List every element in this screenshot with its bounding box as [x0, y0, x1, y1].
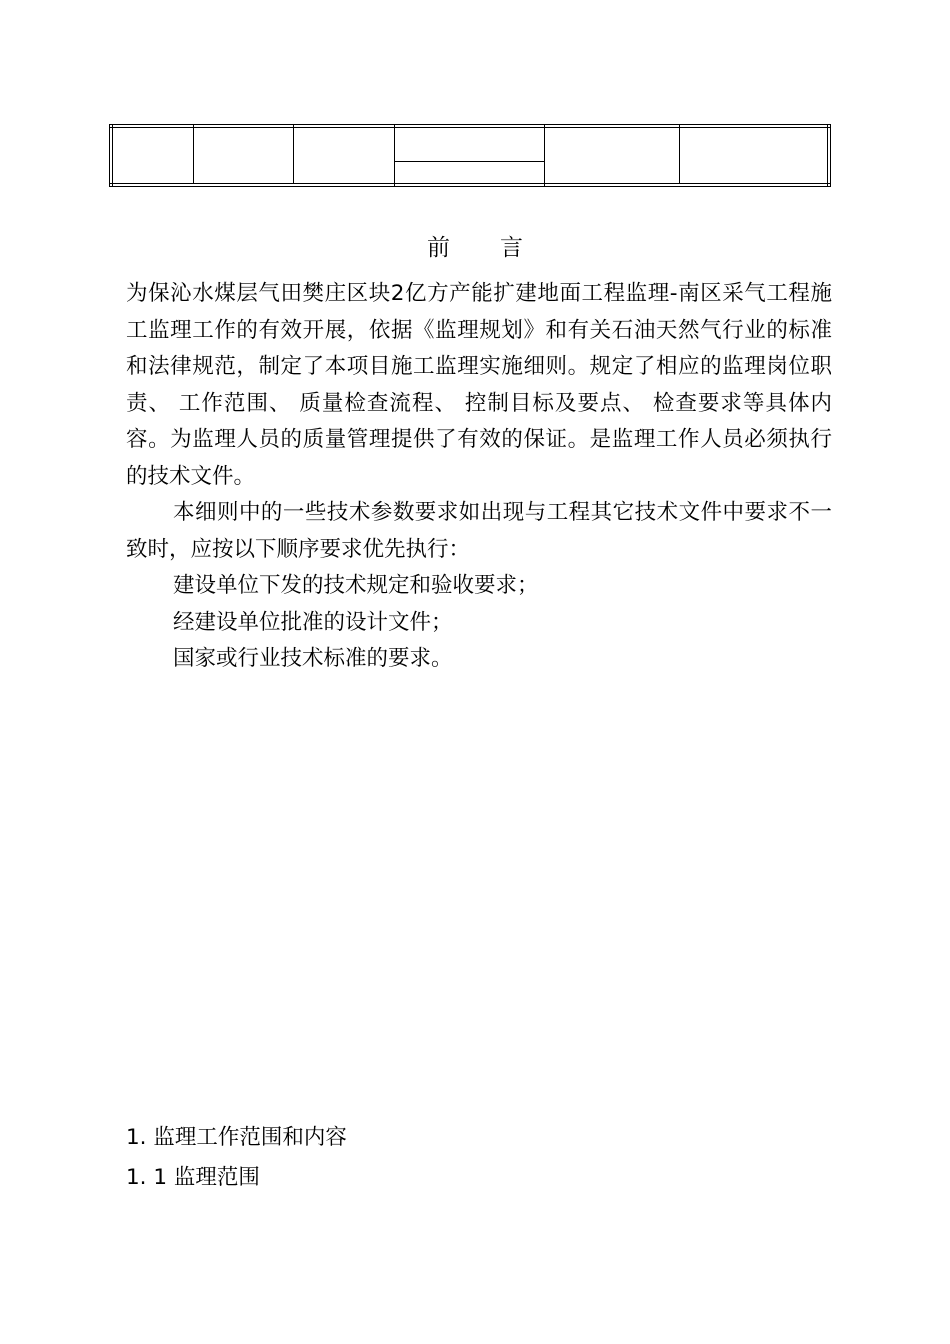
table-col-divider: [193, 124, 194, 184]
preface-paragraph-2: 本细则中的一些技术参数要求如出现与工程其它技术文件中要求不一致时，应按以下顺序要求优先执行：: [126, 500, 832, 562]
preface-paragraph-1: 为保沁水煤层气田樊庄区块2亿方产能扩建地面工程监理-南区采气工程施工监理工作的有效开展，依据《监理规划》和有关石油天然气行业的标准和法律规范，制定了本项目施工监理实施细则。规定了相应的监理岗位职责、 工作范围、 质量检查流程、 控制目标及要点、 检查要求等具体内容。为监理人员的质量管理提供了有效的保证。是监理工作人员必须执行的技术文件。: [126, 281, 832, 489]
table-border-right: [830, 124, 831, 187]
table-border-right-inner: [827, 124, 828, 187]
section-heading-1-1: 1. 1 监理范围: [126, 1165, 260, 1190]
table-border-left: [109, 124, 110, 187]
preface-title-char-1: 前: [427, 235, 450, 261]
header-table: [109, 124, 831, 187]
table-col-divider: [394, 124, 395, 187]
section-heading-1: 1. 监理工作范围和内容: [126, 1125, 347, 1150]
preface-body: [126, 276, 832, 678]
priority-item-1: 建设单位下发的技术规定和验收要求；: [173, 573, 539, 598]
table-col-divider: [293, 124, 294, 184]
table-col-divider: [679, 124, 680, 184]
table-border-top: [109, 124, 831, 125]
table-border-left-inner: [112, 124, 113, 187]
table-cell-split: [394, 161, 545, 162]
preface-title-char-2: 言: [500, 235, 523, 261]
priority-item-3: 国家或行业技术标准的要求。: [173, 646, 453, 671]
table-border-bottom: [109, 183, 831, 184]
table-border-bottom-inner: [109, 186, 831, 187]
table-col-divider: [544, 124, 545, 187]
priority-item-2: 经建设单位批准的设计文件；: [173, 609, 453, 635]
preface-title: [0, 230, 950, 266]
table-border-top-inner: [109, 127, 831, 128]
